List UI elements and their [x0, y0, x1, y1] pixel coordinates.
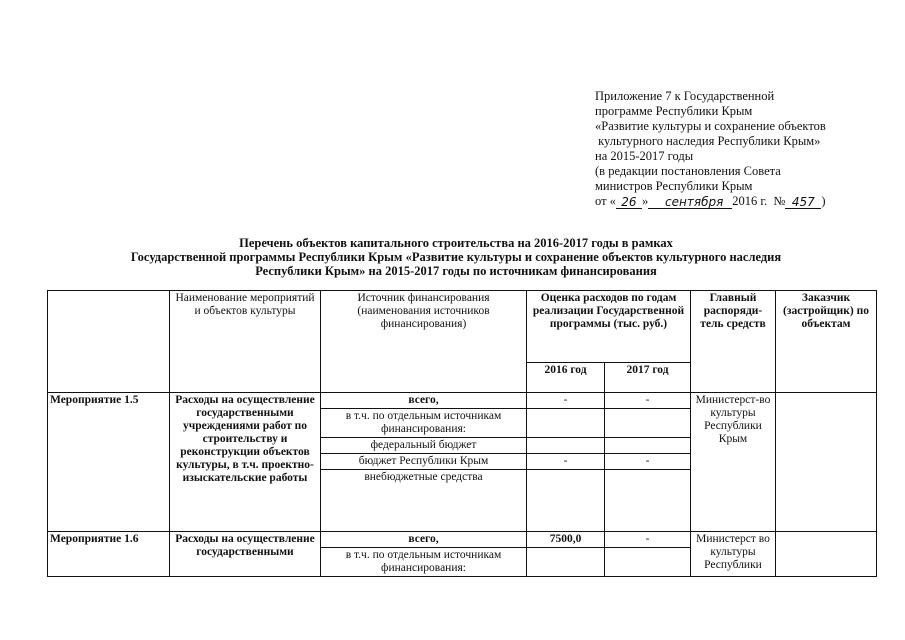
- federal-2016: [527, 438, 605, 454]
- incl-2016-2: [527, 548, 605, 577]
- measure-1-6-manager: Министерст во культуры Республики: [691, 532, 776, 577]
- table-row: [48, 532, 877, 548]
- source-incl: в т.ч. по отдельным источникам финансирования:: [321, 409, 527, 438]
- header-year-2016: 2016 год: [527, 363, 605, 393]
- date-prefix: от «: [595, 194, 616, 208]
- extra-2017: [605, 470, 691, 532]
- title-line-1: Перечень объектов капитального строительства на 2016-2017 годы в рамках: [239, 236, 673, 250]
- measure-1-6-label: Мероприятие 1.6: [48, 532, 170, 577]
- appendix-line-6: (в редакции постановления Совета: [595, 164, 781, 178]
- source-extra: внебюджетные средства: [321, 470, 527, 532]
- capital-construction-table: [47, 290, 877, 577]
- source-incl-2: в т.ч. по отдельным источникам финансирования:: [321, 548, 527, 577]
- appendix-line-5: на 2015-2017 годы: [595, 149, 694, 163]
- measure-1-5-name: Расходы на осуществление государственными учреждениями работ по строительству и реконструкции объектов культуры, в т.ч. проектно-изыскательские работы: [170, 393, 321, 532]
- handwritten-number: 457: [785, 196, 821, 209]
- appendix-header: [595, 89, 895, 209]
- source-federal: федеральный бюджет: [321, 438, 527, 454]
- total-2016-2: 7500,0: [527, 532, 605, 548]
- measure-1-6-customer: [776, 532, 877, 577]
- measure-1-5-customer: [776, 393, 877, 532]
- header-manager: Главный распоряди-тель средств: [691, 291, 776, 393]
- measure-1-5-manager: Министерст-во культуры Республики Крым: [691, 393, 776, 532]
- republic-2017: -: [605, 454, 691, 470]
- date-mid: »: [641, 194, 649, 208]
- header-customer: Заказчик (застройщик) по объектам: [776, 291, 877, 393]
- table-row: [48, 393, 877, 409]
- republic-2016: -: [527, 454, 605, 470]
- document-title: [60, 236, 852, 278]
- handwritten-day: 26: [616, 196, 642, 209]
- appendix-line-4: культурного наследия Республики Крым»: [595, 134, 821, 148]
- header-row: [48, 291, 877, 363]
- total-2016: -: [527, 393, 605, 409]
- title-line-2: Государственной программы Республики Крым «Развитие культуры и сохранение объектов культурного наследия: [130, 250, 782, 264]
- incl-2017-2: [605, 548, 691, 577]
- federal-2017: [605, 438, 691, 454]
- header-estimate: Оценка расходов по годам реализации Государственной программы (тыс. руб.): [527, 291, 691, 363]
- date-year: 2016 г. №: [732, 194, 786, 208]
- header-year-2017: 2017 год: [605, 363, 691, 393]
- appendix-line-1: Приложение 7 к Государственной: [595, 89, 775, 103]
- resolution-date-line: [595, 194, 895, 209]
- title-line-3: Республики Крым» на 2015-2017 годы по источникам финансирования: [255, 264, 657, 278]
- date-blank: [648, 208, 656, 209]
- appendix-line-3: «Развитие культуры и сохранение объектов: [595, 119, 826, 133]
- header-source: Источник финансирования (наименования источников финансирования): [321, 291, 527, 393]
- total-2017-2: -: [605, 532, 691, 548]
- header-name: Наименование мероприятий и объектов культуры: [170, 291, 321, 393]
- incl-2016: [527, 409, 605, 438]
- measure-1-6-name: Расходы на осуществление государственными: [170, 532, 321, 577]
- appendix-line-7: министров Республики Крым: [595, 179, 753, 193]
- header-empty-cell: [48, 291, 170, 393]
- measure-1-5-label: Мероприятие 1.5: [48, 393, 170, 532]
- total-2017: -: [605, 393, 691, 409]
- incl-2017: [605, 409, 691, 438]
- source-total-2: всего,: [321, 532, 527, 548]
- appendix-line-2: программе Республики Крым: [595, 104, 753, 118]
- source-republic: бюджет Республики Крым: [321, 454, 527, 470]
- extra-2016: [527, 470, 605, 532]
- handwritten-month: сентября: [656, 196, 732, 209]
- source-total: всего,: [321, 393, 527, 409]
- date-suffix: ): [821, 194, 826, 208]
